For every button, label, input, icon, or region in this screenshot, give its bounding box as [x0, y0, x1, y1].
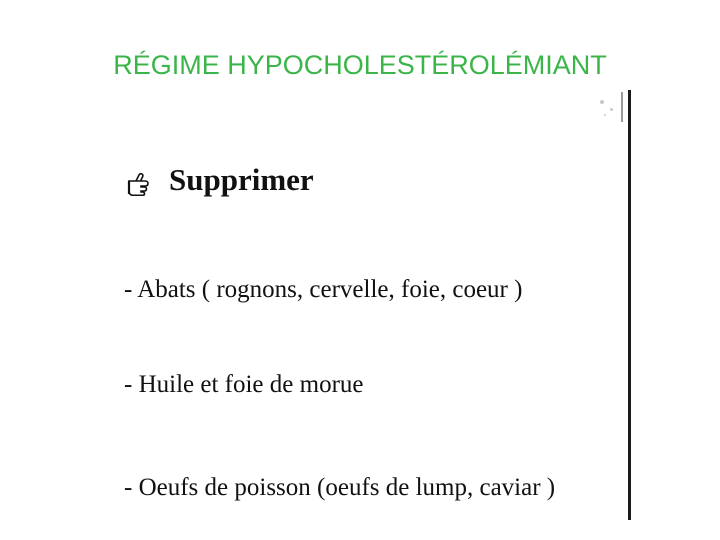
slide-title: RÉGIME HYPOCHOLESTÉROLÉMIANT — [113, 50, 607, 80]
scan-speck — [604, 114, 606, 116]
list-item-oeufs: - Oeufs de poisson (oeufs de lump, caviar ) — [124, 474, 556, 501]
heading-text: Supprimer — [169, 162, 314, 197]
scan-speck — [600, 100, 604, 104]
list-item-abats: - Abats ( rognons, cervelle, foie, coeur ) — [124, 276, 523, 303]
scan-speck — [610, 108, 613, 111]
scan-edge-shadow — [621, 92, 623, 122]
list-item-huile: - Huile et foie de morue — [124, 371, 364, 398]
scan-edge-line — [628, 90, 631, 520]
section-heading — [127, 162, 314, 198]
pointing-hand-icon — [127, 168, 157, 192]
